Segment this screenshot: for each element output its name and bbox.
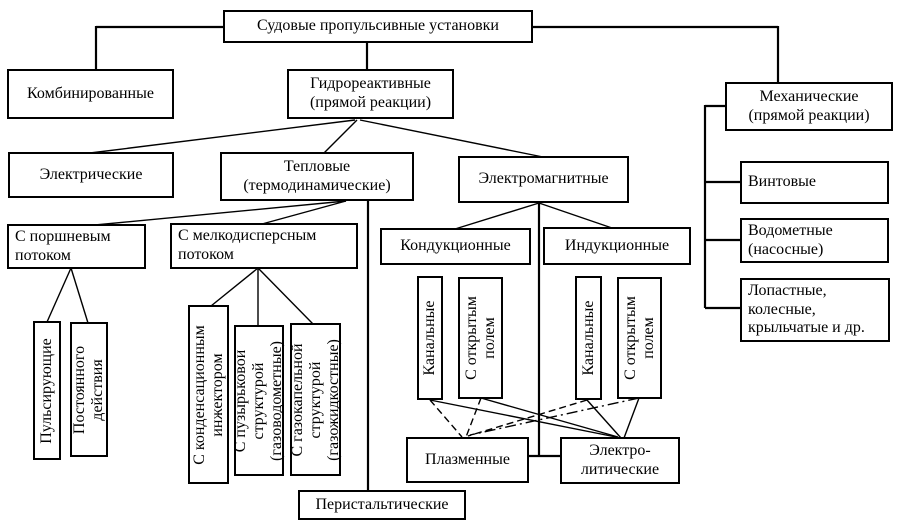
node-channel-conduction [417,276,443,400]
node-channel-induction [575,276,602,400]
node-electromagnetic [458,156,629,203]
node-fine-dispersed [170,223,358,269]
node-hydroreactive-label: Гидрореактивные (прямой реакции) [309,75,432,111]
node-bubble-structure-label: С пузырьковой структурой (газоводометные) [232,340,285,461]
node-screw-label: Винтовые [748,173,816,191]
edge-em-induction [539,203,612,228]
node-channel-induction-label: Канальные [579,300,597,376]
node-blade-wheel-label: Лопастные, колесные, крыльчатые и др. [748,282,865,337]
node-peristaltic [298,490,466,520]
node-fine-dispersed-label: С мелкодисперсным потоком [178,227,317,263]
edge-hydro-electric [90,120,355,153]
node-open-field-induction-label: С открытым полем [621,296,657,380]
edge-openfield1-plasma [466,398,481,437]
node-open-field-conduction [458,277,503,399]
node-condensation-injector-label: С конденсационным инжектором [190,324,226,465]
node-electric [8,152,174,198]
node-electric-label: Электрические [39,165,143,183]
node-combined-label: Комбинированные [27,84,154,102]
edge-fine-condensation [211,268,258,306]
node-gas-droplet-structure-label: С газокапельной структурой (газожидкостные) [288,338,342,461]
edge-channel2-plasma [468,400,587,436]
edge-openfield2-electrolytic [624,398,639,438]
node-combined [7,69,174,119]
node-induction-label: Индукционные [564,236,670,254]
node-thermal [220,152,414,201]
node-root-label: Судовые пропульсивные установки [257,17,499,35]
node-open-field-induction [617,277,662,399]
node-piston-flow [7,224,146,269]
node-waterjet [740,218,889,263]
node-blade-wheel [740,278,890,342]
node-electrolytic-label: Электро-литические [580,441,660,478]
edge-piston-pulsating [47,268,71,322]
node-hydroreactive [287,69,454,119]
node-gas-droplet-structure [290,323,341,476]
edge-thermal-piston [95,201,346,225]
node-plasma-label: Плазменные [425,450,510,468]
node-mechanical-label: Механические (прямой реакции) [748,87,870,124]
node-pulsating [33,321,61,460]
node-peristaltic-label: Перистальтические [315,495,449,513]
node-plasma [406,437,529,483]
node-electromagnetic-label: Электромагнитные [478,170,609,188]
node-channel-conduction-label: Канальные [421,300,439,376]
node-open-field-conduction-label: С открытым полем [462,296,498,380]
node-root [223,10,533,43]
edge-fine-gasdroplet [258,268,313,324]
node-bubble-structure [234,325,284,476]
edge-piston-constant [71,268,88,323]
node-conduction [380,228,531,265]
node-mechanical [725,82,893,131]
node-thermal-label: Тепловые (термодинамические) [243,157,391,194]
node-induction [543,227,691,265]
edge-hydro-thermal [324,120,357,153]
node-condensation-injector [188,305,229,484]
node-conduction-label: Кондукционные [400,237,511,255]
node-screw [740,161,889,204]
node-piston-flow-label: С поршневым потоком [15,227,111,264]
edge-channel1-electrolytic [430,400,616,437]
node-pulsating-label: Пульсирующие [38,337,56,444]
node-constant-action-label: Постоянного действия [71,345,106,434]
edge-em-conduction [455,203,539,229]
node-electrolytic [560,437,680,484]
node-waterjet-label: Водометные (насосные) [748,221,833,258]
node-constant-action [70,322,108,457]
